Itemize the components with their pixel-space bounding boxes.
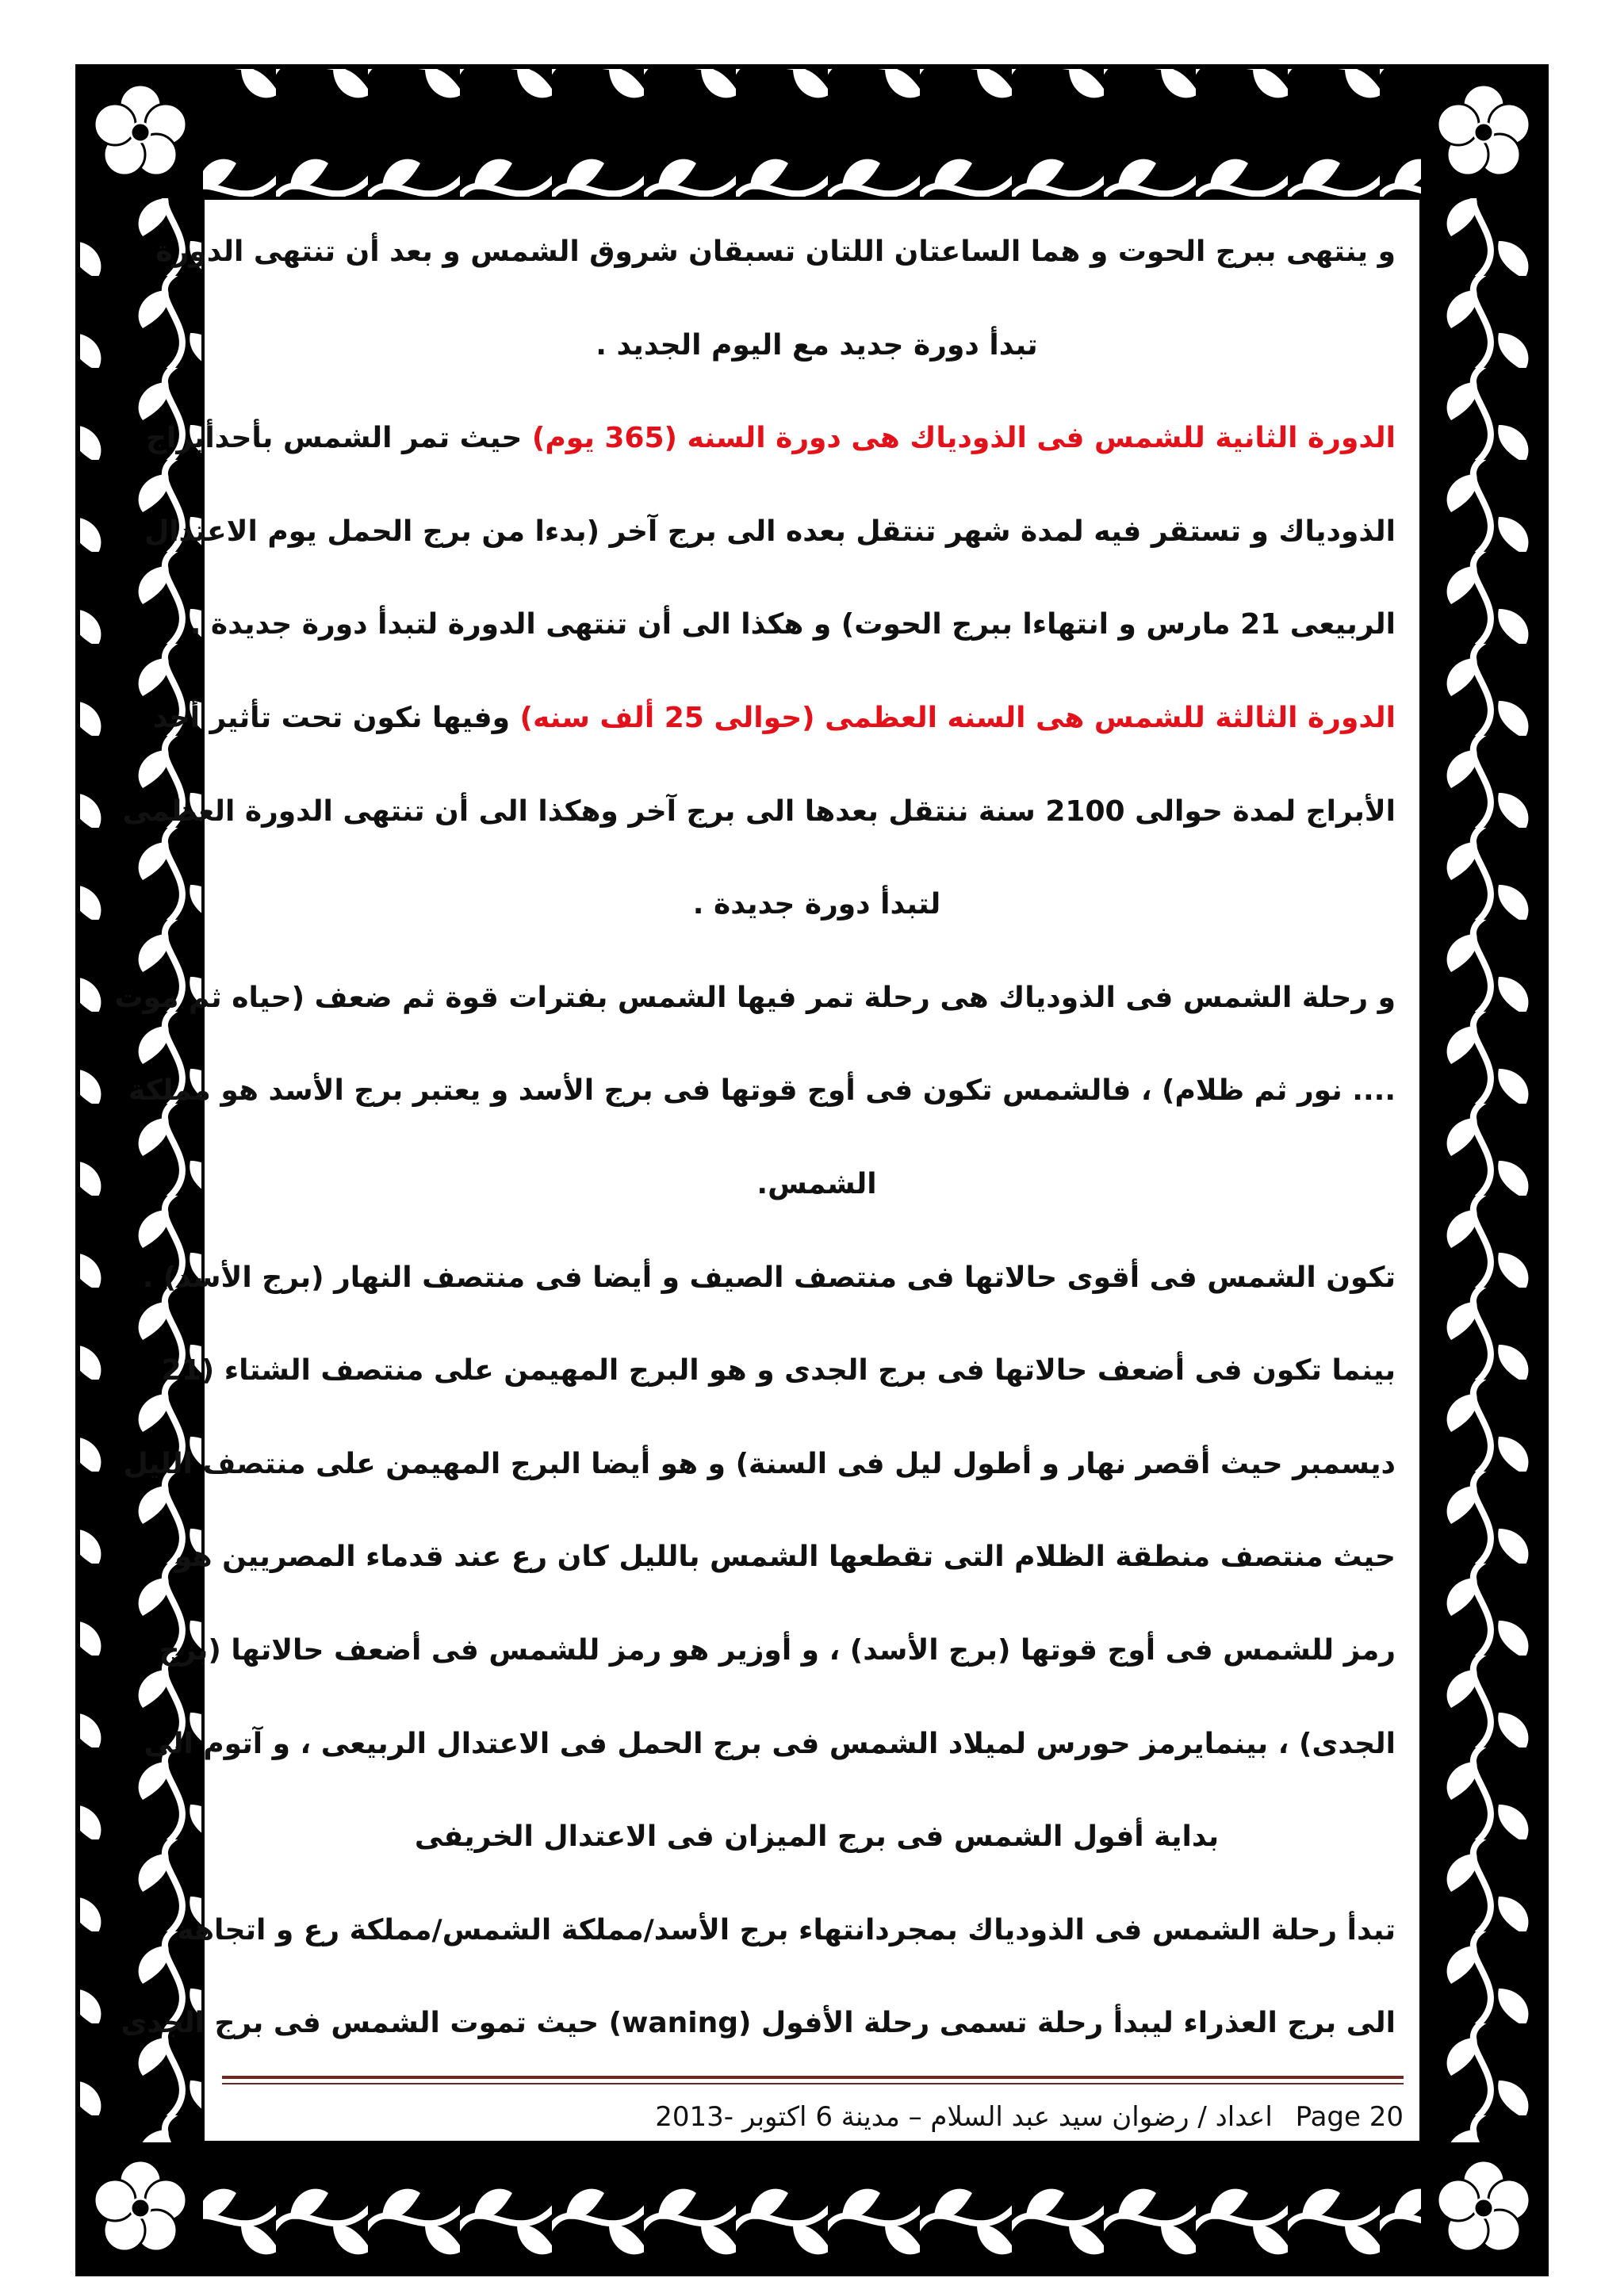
text-line xyxy=(238,881,1396,928)
line-text: لتبدأ دورة جديدة . xyxy=(692,888,941,921)
line-text: تكون الشمس فى أقوى حالاتها فى منتصف الصيف و أيضا فى منتصف النهار (برج الأسد) . xyxy=(142,1261,1396,1294)
text-line xyxy=(121,2000,1396,2047)
line-text: .... نور ثم ظلام) ، فالشمس تكون فى أوج قوتها فى برج الأسد و يعتبر برج الأسد هو مملكة xyxy=(128,1074,1396,1108)
line-text: الجدى) ، بينمايرمز حورس لميلاد الشمس فى برج الحمل فى الاعتدال الربيعى ، و آتوم الى xyxy=(144,1727,1396,1760)
line-text: حيث منتصف منطقة الظلام التى تقطعها الشمس بالليل كان رع عند قدماء المصريين هو xyxy=(174,1541,1396,1574)
text-line xyxy=(161,1347,1396,1395)
text-line xyxy=(190,601,1396,649)
text-line xyxy=(238,1161,1396,1208)
highlighted-phrase: الدورة الثانية للشمس فى الذودياك هى دورة السنه (365 يوم) xyxy=(531,422,1396,455)
footer-author: اعداد / رضوان سيد عبد السلام – مدينة 6 اكتوبر -2013 xyxy=(655,2101,1273,2133)
line-text: الربيعى 21 مارس و انتهاءا ببرج الحوت) و هكذا الى أن تنتهى الدورة لتبدأ دورة جديدة . xyxy=(190,608,1396,641)
line-text: بداية أفول الشمس فى برج الميزان فى الاعتدال الخريفى xyxy=(414,1820,1220,1854)
line-text: رمز للشمس فى أوج قوتها (برج الأسد) ، و أوزير هو رمز للشمس فى أضعف حالاتها (برج xyxy=(159,1634,1396,1667)
line-text: بينما تكون فى أضعف حالاتها فى برج الجدى و هو البرج المهيمن على منتصف الشتاء (21 xyxy=(161,1354,1396,1388)
footer-rule xyxy=(222,2083,1404,2084)
line-text: الشمس. xyxy=(756,1168,877,1200)
line-text: تبدأ رحلة الشمس فى الذودياك بمجردانتهاء برج الأسد/مملكة الشمس/مملكة رع و اتجاهه xyxy=(177,1913,1396,1947)
text-line xyxy=(114,974,1396,1022)
text-line xyxy=(177,1907,1396,1954)
footer-rule xyxy=(222,2076,1404,2079)
text-line xyxy=(146,415,1396,462)
line-text: حيث تمر الشمس بأحدأبراج xyxy=(146,422,532,455)
page-footer xyxy=(555,2093,1404,2141)
line-text: الذودياك و تستقر فيه لمدة شهر تنتقل بعده الى برج آخر (بدءا من برج الحمل يوم الاعتدال xyxy=(144,515,1396,548)
line-text: الأبراج لمدة حوالى 2100 سنة ننتقل بعدها الى برج آخر وهكذا الى أن تنتهى الدورة العظمى xyxy=(122,794,1396,828)
text-line xyxy=(128,1067,1396,1115)
highlighted-phrase: الدورة الثالثة للشمس هى السنه العظمى (حوالى 25 ألف سنه) xyxy=(519,702,1396,734)
text-line xyxy=(122,788,1396,836)
text-line xyxy=(144,1721,1396,1768)
text-line xyxy=(152,695,1396,742)
text-line xyxy=(174,1533,1396,1581)
line-text: و ينتهى ببرج الحوت و هما الساعتان اللتان تسبقان شروق الشمس و بعد أن تنتهى الدورة xyxy=(155,235,1396,268)
line-text: وفيها نكون تحت تأثير أحد xyxy=(152,702,520,734)
article-body xyxy=(114,214,1396,2085)
text-line xyxy=(123,1441,1396,1488)
text-line xyxy=(142,1254,1396,1302)
line-text: و رحلة الشمس فى الذودياك هى رحلة تمر فيها الشمس بفترات قوة ثم ضعف (حياه ثم موت xyxy=(114,981,1396,1014)
text-line xyxy=(155,228,1396,276)
text-line xyxy=(238,1813,1396,1861)
text-line xyxy=(144,508,1396,556)
line-text: ديسمبر حيث أقصر نهار و أطول ليل فى السنة) و هو أيضا البرج المهيمن على منتصف الليل xyxy=(123,1447,1396,1480)
line-text: تبدأ دورة جديد مع اليوم الجديد . xyxy=(596,328,1038,362)
page-number: Page 20 xyxy=(1295,2101,1404,2133)
text-line xyxy=(159,1627,1396,1675)
text-line xyxy=(238,322,1396,369)
line-text: الى برج العذراء ليبدأ رحلة تسمى رحلة الأفول (waning) حيث تموت الشمس فى برج الجدى xyxy=(121,2007,1396,2040)
